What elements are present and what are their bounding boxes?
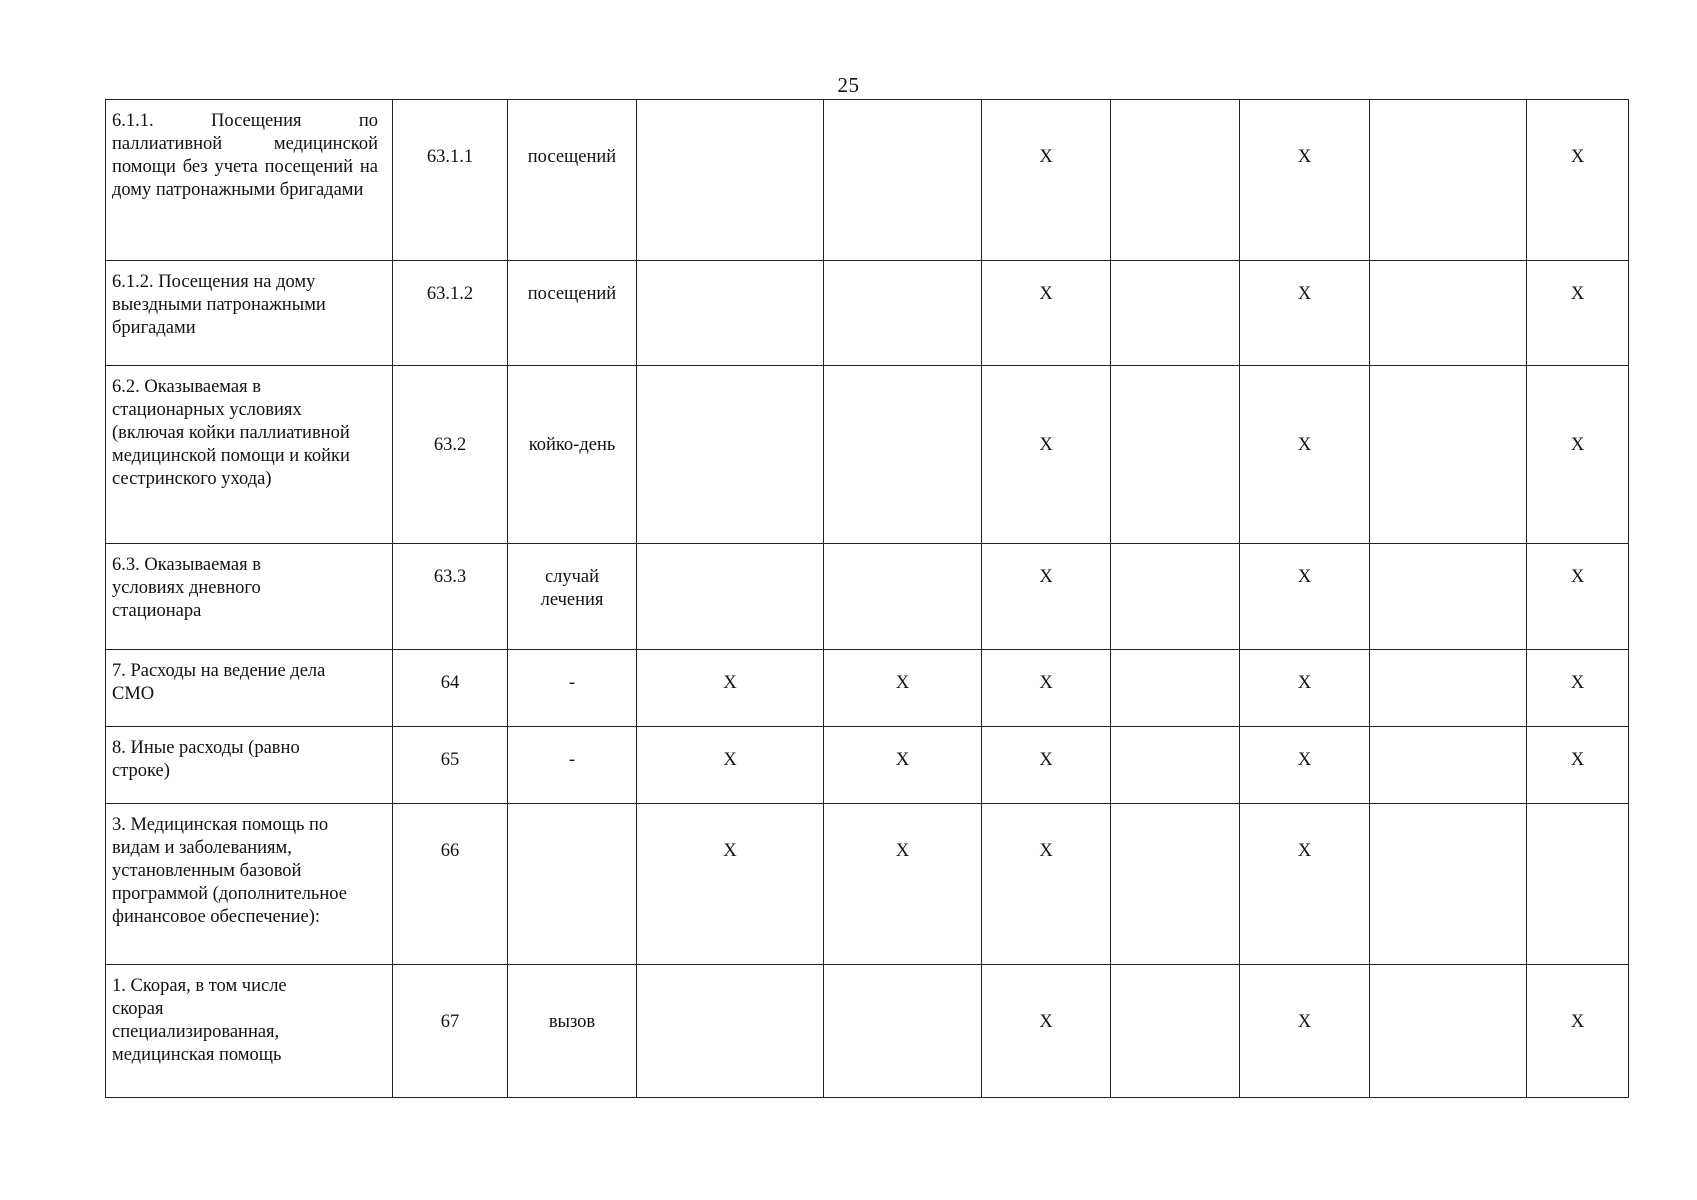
row-unit: посещений — [508, 261, 637, 366]
value-cell: X — [1527, 544, 1629, 650]
row-code: 63.2 — [393, 366, 508, 544]
value-cell: X — [982, 366, 1111, 544]
table-row — [106, 100, 1629, 261]
row-unit — [508, 804, 637, 965]
row-unit: - — [508, 727, 637, 804]
table-row — [106, 366, 1629, 544]
table-row — [106, 544, 1629, 650]
value-cell — [1111, 965, 1240, 1098]
row-unit: вызов — [508, 965, 637, 1098]
value-cell — [1370, 366, 1527, 544]
value-cell: X — [982, 650, 1111, 727]
value-cell: X — [1240, 366, 1370, 544]
value-cell: X — [1527, 727, 1629, 804]
value-cell: X — [1527, 366, 1629, 544]
table-row — [106, 804, 1629, 965]
row-name: 3. Медицинская помощь по видам и заболеваниям, установленным базовой программой (дополнительное финансовое обеспечение): — [106, 804, 393, 965]
value-cell: X — [1240, 100, 1370, 261]
value-cell: X — [982, 261, 1111, 366]
value-cell: X — [1240, 650, 1370, 727]
value-cell — [1370, 544, 1527, 650]
value-cell — [1370, 965, 1527, 1098]
value-cell: X — [1527, 965, 1629, 1098]
value-cell: X — [982, 727, 1111, 804]
table-row — [106, 650, 1629, 727]
table-row — [106, 965, 1629, 1098]
value-cell — [637, 544, 824, 650]
value-cell: X — [824, 727, 982, 804]
row-unit: - — [508, 650, 637, 727]
row-name: 6.3. Оказываемая в условиях дневного стационара — [106, 544, 393, 650]
value-cell — [1370, 727, 1527, 804]
row-unit: койко-день — [508, 366, 637, 544]
value-cell — [1111, 100, 1240, 261]
value-cell: X — [982, 965, 1111, 1098]
value-cell: X — [1240, 727, 1370, 804]
row-name: 6.1.1. Посещения по паллиативной медицинской помощи без учета посещений на дому патронажными бригадами — [106, 100, 393, 261]
value-cell: X — [982, 100, 1111, 261]
row-code: 64 — [393, 650, 508, 727]
value-cell: X — [1240, 804, 1370, 965]
row-code: 65 — [393, 727, 508, 804]
value-cell — [1527, 804, 1629, 965]
value-cell: X — [1240, 261, 1370, 366]
value-cell — [824, 100, 982, 261]
value-cell — [824, 544, 982, 650]
value-cell — [1370, 261, 1527, 366]
value-cell: X — [1240, 965, 1370, 1098]
row-name: 6.2. Оказываемая в стационарных условиях (включая койки паллиативной медицинской помощи и койки сестринского ухода) — [106, 366, 393, 544]
row-code: 67 — [393, 965, 508, 1098]
row-code: 63.1.2 — [393, 261, 508, 366]
value-cell: X — [1527, 261, 1629, 366]
row-name: 7. Расходы на ведение дела СМО — [106, 650, 393, 727]
value-cell — [1370, 650, 1527, 727]
value-cell: X — [824, 650, 982, 727]
value-cell: X — [637, 650, 824, 727]
value-cell: X — [637, 804, 824, 965]
value-cell — [824, 366, 982, 544]
table-row — [106, 727, 1629, 804]
value-cell: X — [1527, 650, 1629, 727]
value-cell — [824, 965, 982, 1098]
value-cell: X — [982, 804, 1111, 965]
value-cell — [1111, 727, 1240, 804]
row-code: 63.3 — [393, 544, 508, 650]
row-name: 1. Скорая, в том числе скорая специализированная, медицинская помощь — [106, 965, 393, 1098]
row-name: 8. Иные расходы (равно строке) — [106, 727, 393, 804]
value-cell: X — [1527, 100, 1629, 261]
value-cell — [1111, 366, 1240, 544]
row-unit: посещений — [508, 100, 637, 261]
row-code: 63.1.1 — [393, 100, 508, 261]
value-cell — [1111, 544, 1240, 650]
row-unit: случай лечения — [508, 544, 637, 650]
value-cell — [637, 366, 824, 544]
value-cell: X — [982, 544, 1111, 650]
value-cell — [1370, 100, 1527, 261]
row-code: 66 — [393, 804, 508, 965]
value-cell — [824, 261, 982, 366]
value-cell — [637, 965, 824, 1098]
value-cell — [1370, 804, 1527, 965]
value-cell — [1111, 261, 1240, 366]
value-cell: X — [824, 804, 982, 965]
value-cell: X — [1240, 544, 1370, 650]
data-table — [105, 99, 1629, 1098]
value-cell — [1111, 650, 1240, 727]
value-cell: X — [637, 727, 824, 804]
row-name: 6.1.2. Посещения на дому выездными патронажными бригадами — [106, 261, 393, 366]
page-number: 25 — [837, 73, 860, 97]
value-cell — [637, 261, 824, 366]
table-row — [106, 261, 1629, 366]
value-cell — [637, 100, 824, 261]
value-cell — [1111, 804, 1240, 965]
